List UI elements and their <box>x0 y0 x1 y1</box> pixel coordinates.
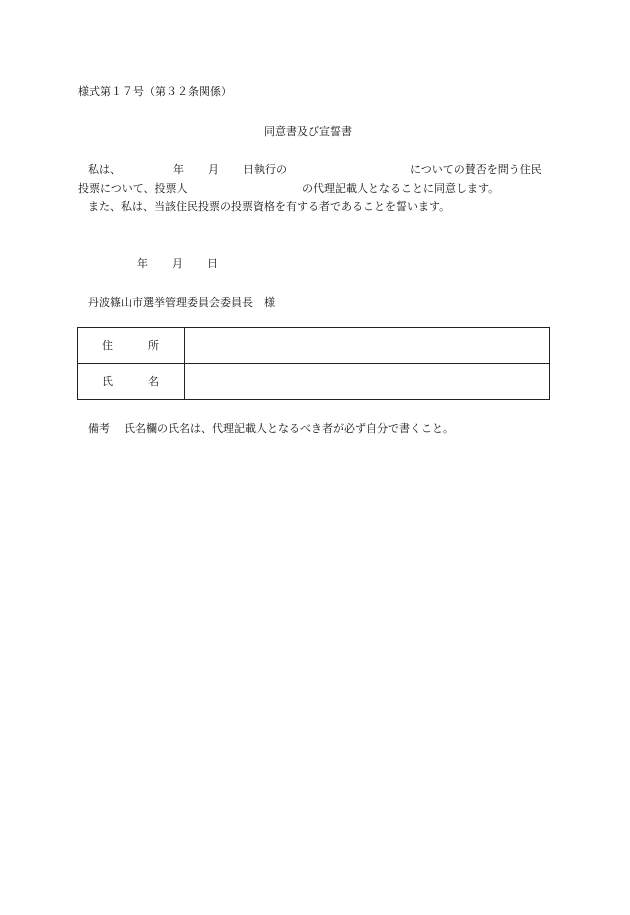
address-label-cell <box>78 328 185 364</box>
body-line1-year-label: 年 <box>173 163 184 176</box>
body-line2-prefix: 投票について、投票人 <box>78 182 188 195</box>
name-label-cell <box>78 364 185 400</box>
body-line1-month-label: 月 <box>208 163 219 176</box>
table-row-name <box>78 364 550 400</box>
body-line1-prefix: 私は、 <box>88 163 121 176</box>
note-heading: 備考 <box>88 422 110 435</box>
form-number: 様式第１７号（第３２条関係） <box>78 85 232 98</box>
date-year-label: 年 <box>137 257 148 270</box>
name-label-char-2: 名 <box>148 375 159 388</box>
note-text: 氏名欄の氏名は、代理記載人となるべき者が必ず自分で書くこと。 <box>124 422 454 435</box>
address-label-char-1: 住 <box>102 339 113 352</box>
name-field[interactable] <box>185 364 550 400</box>
date-day-label: 日 <box>207 257 218 270</box>
addressee: 丹波篠山市選挙管理委員会委員長 様 <box>88 296 275 309</box>
body-line1-date-label: 日執行の <box>243 163 287 176</box>
address-label-char-2: 所 <box>148 339 159 352</box>
body-line1-suffix: についての賛否を問う住民 <box>410 163 542 176</box>
body-line2-suffix: の代理記載人となることに同意します。 <box>302 182 500 195</box>
body-line3: また、私は、当該住民投票の投票資格を有する者であることを誓います。 <box>88 200 451 213</box>
document-title: 同意書及び宣誓書 <box>264 125 352 138</box>
info-table <box>77 327 550 400</box>
address-field[interactable] <box>185 328 550 364</box>
table-row-address <box>78 328 550 364</box>
name-label-char-1: 氏 <box>102 375 113 388</box>
date-month-label: 月 <box>172 257 183 270</box>
